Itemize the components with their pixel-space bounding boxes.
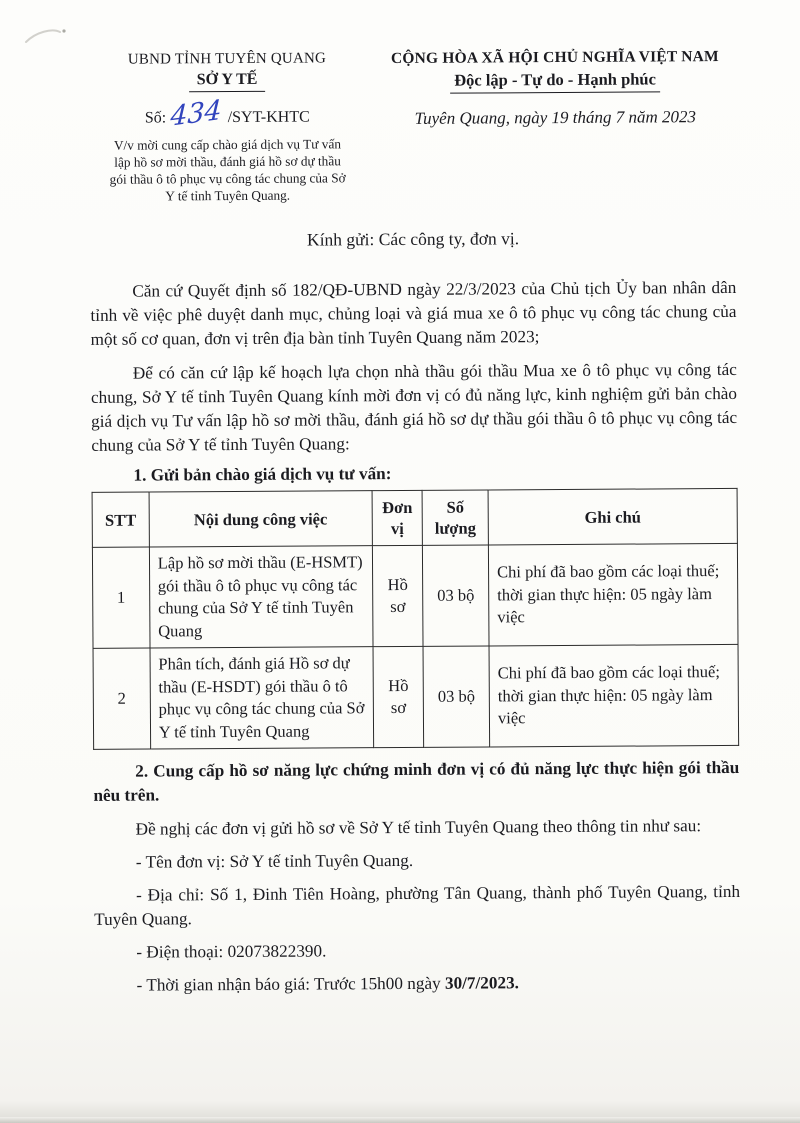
paragraph-invitation: Để có căn cứ lập kế hoạch lựa chọn nhà thầu gói thầu Mua xe ô tô phục vụ công tác chung, Sở Y tế tỉnh Tuyên Quang kính mời đơn vị có đủ năng lực, kinh nghiệm gửi bản chào giá dịch vụ Tư vấn lập hồ sơ mời thầu, đánh giá hồ sơ dự thầu gói thầu ô tô phục vụ công tác chung của Sở Y tế tỉnh Tuyên Quang: (90, 359, 738, 455)
cell-unit: Hồ sơ (372, 545, 423, 646)
table-row (93, 644, 739, 749)
scan-bottom-edge (0, 1117, 800, 1123)
contact-deadline (95, 970, 741, 998)
section-2-title: 2. Cung cấp hồ sơ năng lực chứng minh đơn vị có đủ năng lực thực hiện gói thầu nêu trên. (93, 757, 740, 805)
document-number-label: Số: (144, 109, 167, 127)
contact-unit-name: - Tên đơn vị: Sở Y tế tỉnh Tuyên Quang. (135, 850, 414, 872)
motto-wrap (375, 66, 735, 94)
document-subject: V/v mời cung cấp chào giá dịch vụ Tư vấn lập hồ sơ mời thầu, đánh giá hồ sơ dự thầu gói thầu ô tô phục vụ công tác chung của Sở Y tế tỉnh Tuyên Quang. (109, 136, 346, 204)
col-header-content: Nội dung công việc (149, 491, 373, 547)
place-and-date: Tuyên Quang, ngày 19 tháng 7 năm 2023 (414, 107, 697, 128)
parent-org-name: UBND TỈNH TUYÊN QUANG (127, 50, 327, 68)
deadline-date: 30/7/2023. (444, 973, 520, 993)
deadline-text: - Thời gian nhận báo giá: Trước 15h00 ngày (136, 973, 445, 995)
cell-content: Lập hồ sơ mời thầu (E-HSMT) gói thầu ô tô phục vụ công tác chung của Sở Y tế tỉnh Tuyên Quang (149, 546, 373, 648)
cell-stt: 1 (92, 547, 149, 648)
table-header-row (92, 488, 737, 547)
national-header-block (365, 48, 735, 129)
col-header-stt: STT (92, 492, 149, 547)
contact-address: - Địa chỉ: Số 1, Đinh Tiên Hoàng, phường Tân Quang, thành phố Tuyên Quang, tỉnh Tuyên Quang. (94, 881, 741, 929)
cell-unit: Hồ sơ (373, 646, 424, 747)
cell-stt: 2 (93, 648, 150, 749)
cell-note: Chi phí đã bao gồm các loại thuế; thời gian thực hiện: 05 ngày làm việc (489, 644, 739, 747)
salutation: Kính gửi: Các công ty, đơn vị. (306, 228, 520, 250)
cell-note: Chi phí đã bao gồm các loại thuế; thời gian thực hiện: 05 ngày làm việc (488, 543, 738, 646)
document-number-suffix: /SYT-KHTC (227, 108, 310, 127)
org-name-wrap (89, 67, 365, 93)
section-1-title: 1. Gửi bản chào giá dịch vụ tư vấn: (133, 464, 392, 485)
cell-qty: 03 bộ (423, 646, 489, 747)
issuing-agency-block (89, 50, 366, 205)
quote-request-table (92, 488, 740, 750)
contact-phone: - Điện thoại: 02073822390. (136, 941, 327, 962)
cell-content: Phân tích, đánh giá Hồ sơ dự thầu (E-HSDT) gói thầu ô tô phục vụ công tác chung của Sở Y tế tỉnh Tuyên Quang (150, 647, 374, 749)
document-number-handwritten: 434 (169, 94, 223, 133)
paragraph-request: Đề nghị các đơn vị gửi hồ sơ về Sở Y tế tỉnh Tuyên Quang theo thông tin như sau: (135, 816, 702, 839)
org-name: SỞ Y TẾ (189, 70, 266, 92)
cell-qty: 03 bộ (423, 545, 489, 646)
paragraph-legal-basis: Căn cứ Quyết định số 182/QĐ-UBND ngày 22/3/2023 của Chủ tịch Ủy ban nhân dân tỉnh về việc phê duyệt danh mục, chủng loại và giá mua xe ô tô phục vụ công tác chung của một số cơ quan, đơn vị trên địa bàn tỉnh Tuyên Quang năm 2023; (90, 277, 737, 349)
col-header-note: Ghi chú (488, 488, 737, 545)
national-motto: Độc lập - Tự do - Hạnh phúc (450, 69, 660, 93)
document-number-line (89, 94, 365, 133)
national-title: CỘNG HÒA XÃ HỘI CHỦ NGHĨA VIỆT NAM (390, 48, 719, 68)
col-header-unit: Đơn vị (372, 490, 423, 545)
document-header (89, 48, 736, 205)
table-row (92, 543, 738, 648)
col-header-qty: Số lượng (422, 490, 488, 545)
